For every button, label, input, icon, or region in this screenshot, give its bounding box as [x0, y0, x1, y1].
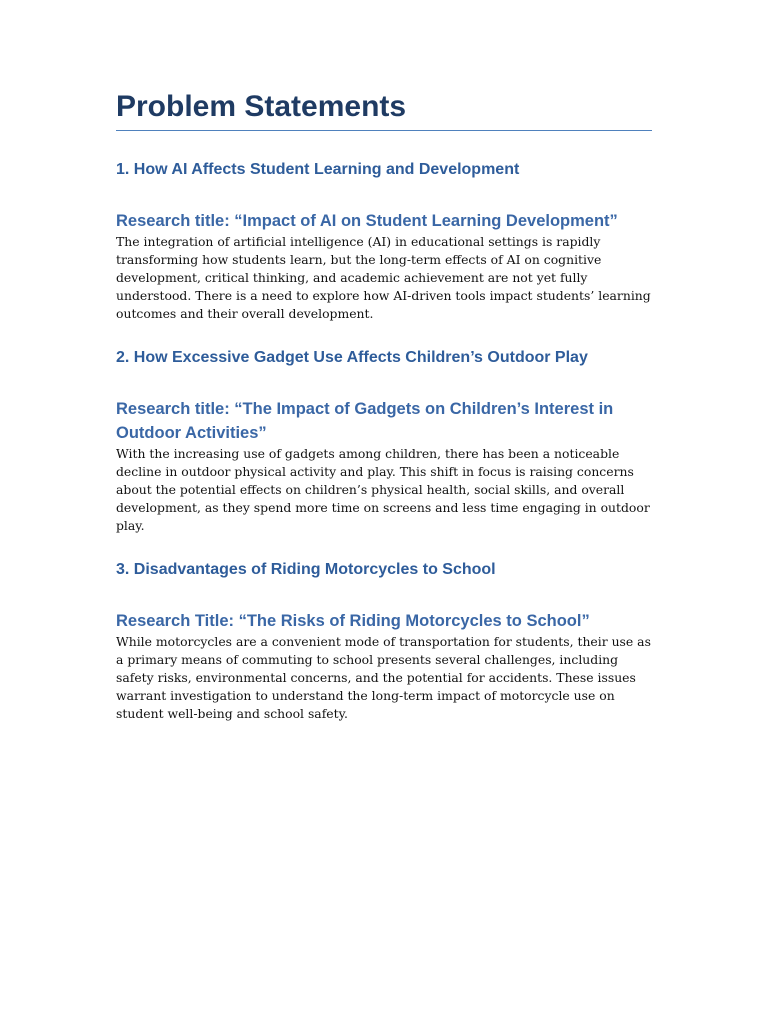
research-title: Research title: “The Impact of Gadgets on Children’s Interest in Outdoor Activities”	[116, 400, 614, 442]
section-body: With the increasing use of gadgets among children, there has been a noticeable decline in outdoor physical activity and play. This shift in focus is raising concerns about the potential effects on children’s physical health, social skills, and overall development, as they spend more time on screens and less time engaging in outdoor play.	[116, 446, 650, 533]
research-title: Research Title: “The Risks of Riding Motorcycles to School”	[116, 612, 590, 630]
document-page	[116, 88, 652, 723]
section-heading: 1. How AI Affects Student Learning and Development	[116, 161, 520, 178]
research-title: Research title: “Impact of AI on Student Learning Development”	[116, 212, 618, 230]
section-heading: 2. How Excessive Gadget Use Affects Children’s Outdoor Play	[116, 349, 588, 366]
section-motorcycles	[116, 559, 652, 723]
section-ai-learning	[116, 159, 652, 323]
section-heading: 3. Disadvantages of Riding Motorcycles to School	[116, 561, 496, 578]
section-body: While motorcycles are a convenient mode of transportation for students, their use as a primary means of commuting to school presents several challenges, including safety risks, environmental concerns, and the potential for accidents. These issues warrant investigation to understand the long-term impact of motorcycle use on student well-being and school safety.	[116, 634, 651, 721]
page-title: Problem Statements	[116, 88, 652, 131]
section-gadget-use	[116, 347, 652, 535]
section-body: The integration of artificial intelligence (AI) in educational settings is rapidly transforming how students learn, but the long-term effects of AI on cognitive development, critical thinking, and academic achievement are not yet fully understood. There is a need to explore how AI-driven tools impact students’ learning outcomes and their overall development.	[116, 234, 651, 321]
